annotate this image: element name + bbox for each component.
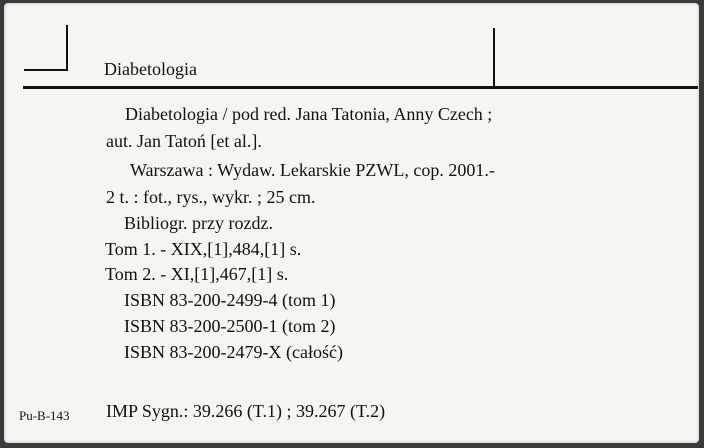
entry-line-4: 2 t. : fot., rys., wykr. ; 25 cm. bbox=[106, 187, 316, 207]
entry-line-2: aut. Jan Tatoń [et al.]. bbox=[106, 131, 262, 151]
corner-mark-horizontal bbox=[24, 69, 68, 71]
entry-line-1: Diabetologia / pod red. Jana Tatonia, Anny Czech ; bbox=[125, 104, 493, 124]
call-code: Pu-B-143 bbox=[19, 408, 70, 423]
entry-line-5: Bibliogr. przy rozdz. bbox=[124, 213, 273, 233]
header-column-divider bbox=[493, 28, 495, 86]
header-rule bbox=[23, 86, 698, 89]
entry-line-10: ISBN 83-200-2479-X (całość) bbox=[124, 342, 343, 362]
catalog-card bbox=[4, 3, 699, 443]
entry-line-7: Tom 2. - XI,[1],467,[1] s. bbox=[105, 264, 289, 284]
entry-line-3: Warszawa : Wydaw. Lekarskie PZWL, cop. 2001.- bbox=[130, 160, 495, 180]
entry-line-6: Tom 1. - XIX,[1],484,[1] s. bbox=[105, 239, 302, 259]
corner-mark-vertical bbox=[66, 25, 68, 71]
entry-line-8: ISBN 83-200-2499-4 (tom 1) bbox=[124, 290, 336, 310]
signature-line: IMP Sygn.: 39.266 (T.1) ; 39.267 (T.2) bbox=[106, 401, 386, 421]
header-title: Diabetologia bbox=[104, 59, 197, 79]
entry-line-9: ISBN 83-200-2500-1 (tom 2) bbox=[124, 316, 336, 336]
